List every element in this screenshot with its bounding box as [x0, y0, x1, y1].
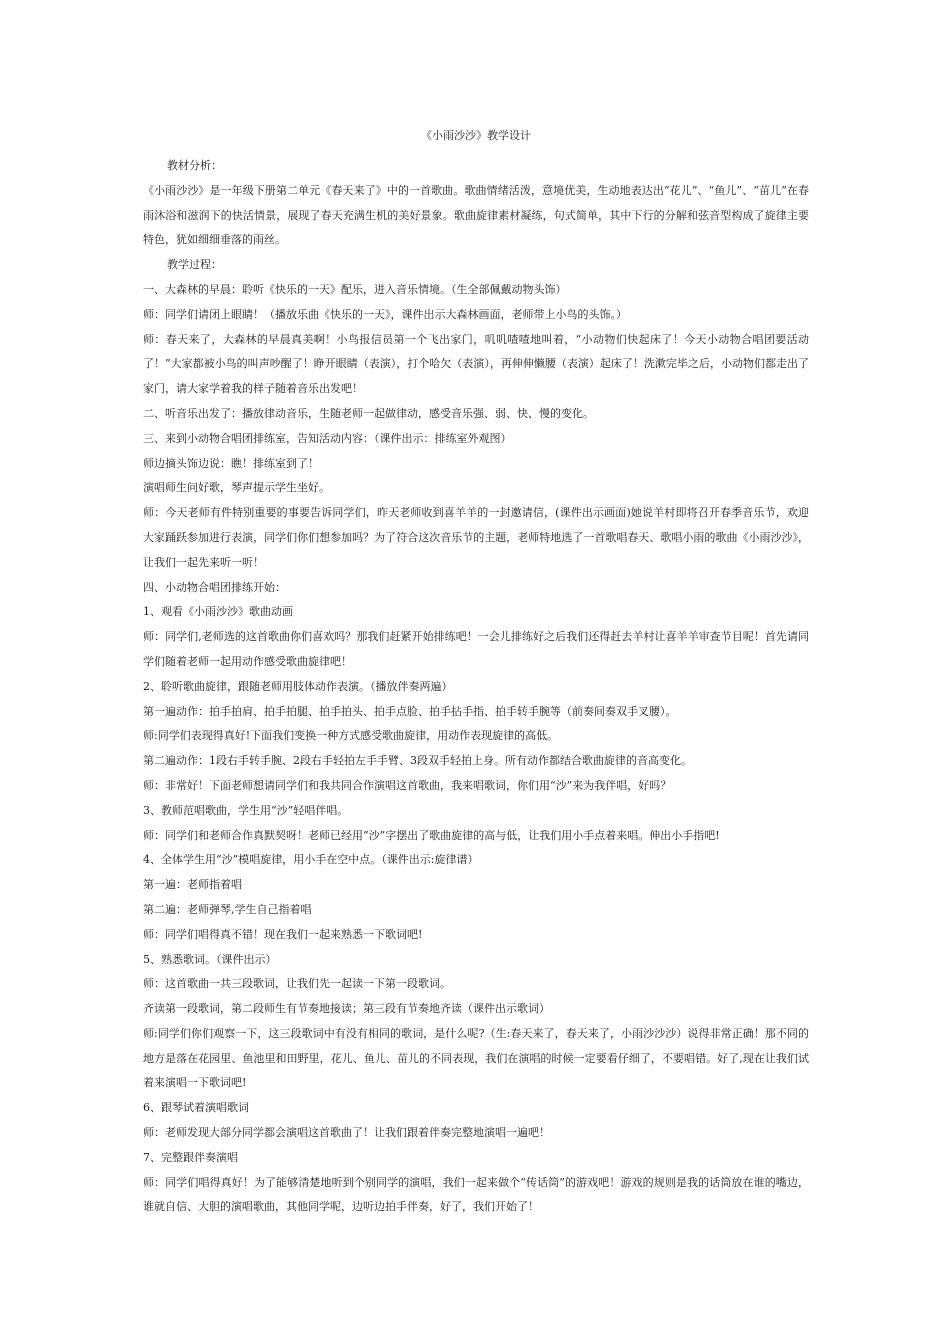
paragraph: 师：非常好！下面老师想请同学们和我共同合作演唱这首歌曲，我来唱歌词，你们用“沙”来为我伴唱，好吗？: [143, 778, 672, 792]
paragraph: 三、来到小动物合唱团排练室，告知活动内容：（课件出示：排练室外观图）: [143, 431, 512, 445]
paragraph: 师：春天来了，大森林的早晨真美啊！小鸟报信员第一个飞出家门，叽叽喳喳地叫着，“小动物们快起床了！今天小动物合唱团要活动了！”大家都被小鸟的叫声吵醒了！睁开眼睛（表演），打个哈欠（表演），再伸伸懒腰（表演）起床了！洗漱完毕之后，小动物们都走出了家门，请大家学着我的样子随着音乐出发吧！: [143, 332, 809, 396]
paragraph: 5、熟悉歌词。（课件出示）: [143, 952, 277, 966]
paragraph: 第一遍：老师指着唱: [143, 878, 242, 892]
document-title: 《小雨沙沙》教学设计: [421, 129, 531, 142]
paragraph: 《小雨沙沙》是一年级下册第二单元《春天来了》中的一首歌曲。歌曲情绪活泼，意境优美，生动地表达出“花儿”、“鱼儿”、“苗儿”在春雨沐浴和滋润下的快活情景，展现了春天充满生机的美好景象。歌曲旋律素材凝练，句式简单，其中下行的分解和弦音型构成了旋律主要特色，犹如细细垂落的雨丝。: [143, 183, 809, 247]
paragraph: 师：今天老师有件特别重要的事要告诉同学们，昨天老师收到喜羊羊的一封邀请信，(课件出示画面)她说羊村即将召开春季音乐节，欢迎大家踊跃参加进行表演，同学们你们想参加吗？为了符合这次音乐节的主题，老师特地选了一首歌唱春天、歌唱小雨的歌曲《小雨沙沙》，让我们一起先来听一听！: [143, 506, 809, 569]
paragraph: 4、全体学生用“沙”模唱旋律，用小手在空中点。（课件出示:旋律谱）: [143, 853, 479, 867]
paragraph: 师：同学们请闭上眼睛！（播放乐曲《快乐的一天》，课件出示大森林画面，老师带上小鸟的头饰。）: [143, 307, 627, 321]
paragraph: 3、教师范唱歌曲，学生用“沙”轻唱伴唱。: [143, 803, 349, 817]
paragraph: 师：老师发现大部分同学都会演唱这首歌曲了！让我们跟着伴奏完整地演唱一遍吧！: [143, 1126, 550, 1140]
paragraph: 6、跟琴试着演唱歌词: [143, 1101, 249, 1115]
paragraph: 师：同学们唱得真不错！现在我们一起来熟悉一下歌词吧!: [143, 927, 423, 941]
paragraph: 四、小动物合唱团排练开始：: [143, 580, 286, 594]
paragraph: 二、听音乐出发了：播放律动音乐，生随老师一起做律动，感受音乐强、弱、快、慢的变化。: [143, 406, 594, 420]
paragraph: 第一遍动作：拍手拍肩、拍手拍腿、拍手拍头、拍手点脸、拍手拈手指、拍手转手腕等（前奏间奏双手叉腰）。: [143, 704, 677, 718]
document-page: [143, 128, 809, 1220]
paragraph: 师边摘头饰边说：瞧！排练室到了！: [143, 456, 319, 470]
paragraph: 师:同学们表现得真好!下面我们变换一种方式感受歌曲旋律，用动作表现旋律的高低。: [143, 729, 559, 743]
paragraph: 一、大森林的早晨：聆听《快乐的一天》配乐，进入音乐情境。（生全部佩戴动物头饰）: [143, 282, 567, 296]
paragraph: 师：同学们唱得真好！为了能够清楚地听到个别同学的演唱，我们一起来做个“传话筒”的游戏吧！游戏的规则是我的话筒放在谁的嘴边，谁就自信、大胆的演唱歌曲，其他同学呢，边听边拍手伴奏，好了，我们开始了！: [143, 1175, 809, 1214]
paragraph: 2、聆听歌曲旋律，跟随老师用肢体动作表演。（播放伴奏两遍）: [143, 679, 453, 693]
paragraph: 师：同学们,老师选的这首歌曲你们喜欢吗？那我们赶紧开始排练吧！一会儿排练好之后我们还得赶去羊村让喜羊羊审查节目呢！首先请同学们随着老师一起用动作感受歌曲旋律吧！: [143, 630, 809, 668]
paragraph: 第二遍：老师弹琴,学生自己指着唱: [143, 902, 312, 916]
paragraph: 教学过程：: [167, 258, 222, 272]
paragraph: 师：同学们和老师合作真默契呀！老师已经用“沙”字摆出了歌曲旋律的高与低，让我们用小手点着来唱。伸出小手指吧!: [143, 828, 720, 842]
document-body: [143, 154, 809, 1220]
paragraph: 7、完整跟伴奏演唱: [143, 1150, 238, 1164]
paragraph: 第二遍动作：1段右手转手腕、2段右手轻拍左手手臂、3段双手轻拍上身。所有动作都结合歌曲旋律的音高变化。: [143, 754, 692, 768]
paragraph: 1、观看《小雨沙沙》歌曲动画: [143, 605, 293, 619]
paragraph: 师：这首歌曲一共三段歌词，让我们先一起读一下第一段歌词。: [143, 977, 451, 991]
paragraph: 演唱师生问好歌，琴声提示学生坐好。: [143, 481, 330, 495]
paragraph: 师:同学们你们观察一下，这三段歌词中有没有相同的歌词，是什么呢?（生:春天来了，春天来了，小雨沙沙沙）说得非常正确！那不同的地方是落在花园里、鱼池里和田野里，花儿、鱼儿、苗儿的不同表现，我们在演唱的时候一定要看仔细了，不要唱错。好了,现在让我们试着来演唱一下歌词吧!: [143, 1026, 809, 1090]
paragraph: 教材分析：: [167, 159, 222, 172]
paragraph: 齐读第一段歌词，第二段师生有节奏地接读；第三段有节奏地齐读（课件出示歌词）: [143, 1002, 550, 1016]
